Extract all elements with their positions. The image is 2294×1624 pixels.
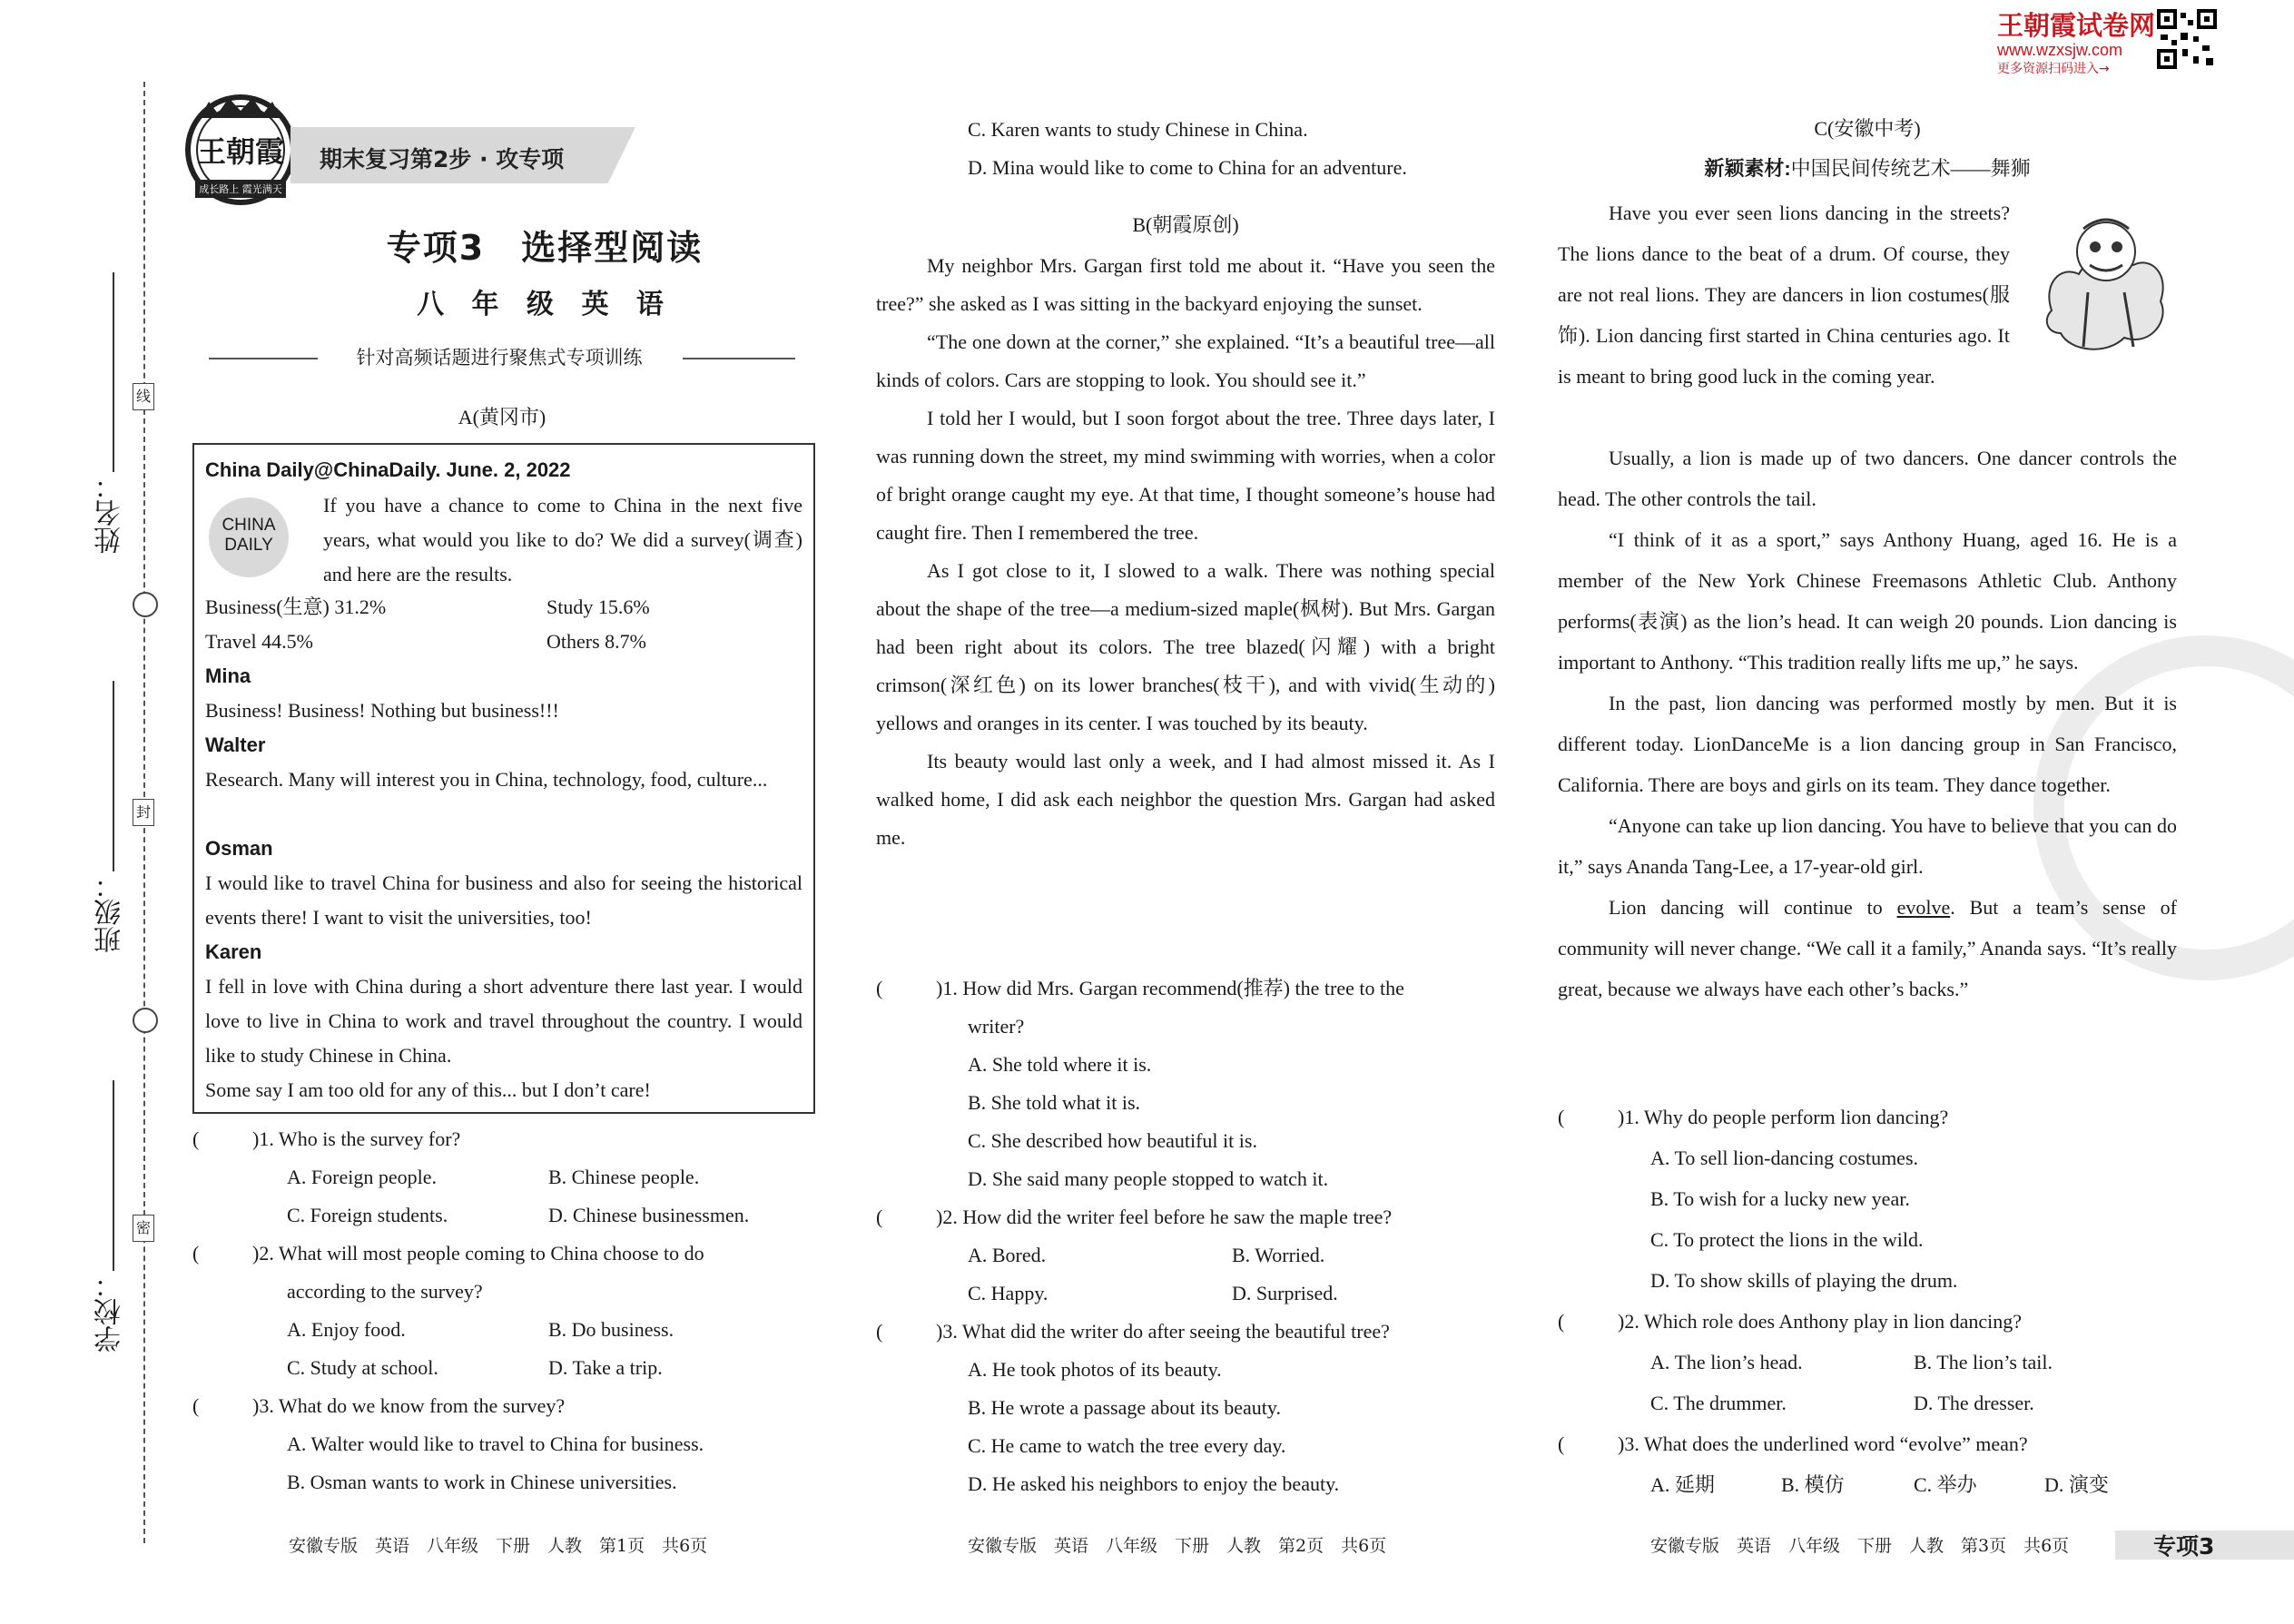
- option[interactable]: B. The lion’s tail.: [1914, 1351, 2053, 1373]
- option[interactable]: A. 延期: [1650, 1473, 1715, 1496]
- option[interactable]: C. Foreign students.: [287, 1204, 448, 1226]
- option[interactable]: D. Mina would like to come to China for an adventure.: [968, 156, 1407, 179]
- question-text: )3. What does the underlined word “evolve” mean?: [1618, 1432, 2028, 1455]
- question-text: )1. Who is the survey for?: [252, 1127, 461, 1150]
- paragraph: I told her I would, but I soon forgot about the tree. Three days later, I was running down the street, my mind swimming with worries, when a color of bright orange caught my eye. At that time, I thought someone’s house had caught fire. Then I remembered the tree.: [876, 407, 1495, 544]
- option[interactable]: C. She described how beautiful it is.: [968, 1129, 1257, 1152]
- paragraph: Its beauty would last only a week, and I had almost missed it. As I walked home, I did ask each neighbor the question Mrs. Gargan had asked me.: [876, 750, 1495, 849]
- logo-text: 王朝霞: [196, 134, 284, 169]
- option[interactable]: D. Take a trip.: [548, 1356, 663, 1379]
- question-2: [1558, 1301, 2022, 1342]
- result-study: Study 15.6%: [546, 595, 650, 618]
- section-b-passage: [876, 247, 1495, 857]
- answer-blank[interactable]: (: [192, 1394, 200, 1417]
- comment-name: Mina: [205, 664, 251, 687]
- answer-blank[interactable]: (: [192, 1127, 200, 1150]
- text-run: . But a team’s sense of community will never change. “We call it a family,” Ananda says. “It’s really great, because we always have each other’s backs.”: [1558, 896, 2177, 1000]
- page-footer: 安徽专版 英语 八年级 下册 人教 第1页 共6页: [289, 1536, 708, 1556]
- result-others: Others 8.7%: [546, 630, 646, 653]
- brand-logo: [182, 91, 300, 209]
- paragraph: “The one down at the corner,” she explained. “It’s a beautiful tree—all kinds of colors. Cars are stopping to look. You should see it.”: [876, 330, 1495, 391]
- name-label: 姓名：: [94, 472, 126, 554]
- paragraph: [1558, 887, 2177, 1009]
- tagline-rule-right: [683, 358, 795, 359]
- option[interactable]: A. Enjoy food.: [287, 1318, 406, 1341]
- option[interactable]: A. Bored.: [968, 1244, 1047, 1266]
- secret-mark: 密: [133, 1215, 154, 1242]
- tagline: 针对高频话题进行聚焦式专项训练: [356, 347, 643, 369]
- page-title: 专项3 选择型阅读: [386, 228, 704, 268]
- option[interactable]: A. She told where it is.: [968, 1053, 1152, 1076]
- text-run: Lion dancing will continue to: [1609, 896, 1897, 919]
- option[interactable]: A. The lion’s head.: [1650, 1351, 1803, 1373]
- question-text-cont: according to the survey?: [287, 1280, 483, 1303]
- binding-hole-icon: [133, 592, 158, 617]
- question-2: [876, 1198, 1392, 1236]
- section-c-topic: [1558, 151, 2177, 187]
- seal-mark: 封: [133, 799, 154, 826]
- section-b-heading: B(朝霞原创): [1132, 213, 1239, 236]
- paragraph: “Anyone can take up lion dancing. You have to believe that you can do it,” says Ananda Tang-Lee, a 17-year-old girl.: [1558, 814, 2177, 878]
- section-c-heading: C(安徽中考): [1814, 117, 1921, 140]
- question-3: [876, 1313, 1390, 1351]
- question-text-cont: writer?: [968, 1015, 1025, 1038]
- survey-box: [192, 443, 815, 1114]
- class-field[interactable]: [113, 681, 114, 871]
- comment-text: Business! Business! Nothing but business!!!: [205, 699, 559, 722]
- answer-blank[interactable]: (: [876, 1206, 883, 1228]
- section-c-passage: [1558, 438, 2177, 1009]
- school-field[interactable]: [113, 1080, 114, 1271]
- comment-text: I would like to travel China for business and also for seeing the historical events there! I want to visit the universities, too!: [205, 871, 802, 929]
- paragraph: Have you ever seen lions dancing in the streets? The lions dance to the beat of a drum. Of course, they are not real lions. They are dancers in lion costumes(服饰). Lion dancing first started in China centuries ago. It is meant to bring good luck in the coming year.: [1558, 202, 2010, 388]
- name-field[interactable]: [113, 272, 114, 472]
- class-label: 班级：: [94, 871, 126, 953]
- option[interactable]: A. He took photos of its beauty.: [968, 1358, 1222, 1381]
- china-daily-logo-line2: DAILY: [224, 536, 273, 555]
- brand-name: 王朝霞试卷网: [1997, 10, 2156, 41]
- option[interactable]: D. Chinese businessmen.: [548, 1204, 750, 1226]
- china-daily-logo: [209, 497, 289, 577]
- option[interactable]: C. The drummer.: [1650, 1392, 1787, 1414]
- option[interactable]: B. He wrote a passage about its beauty.: [968, 1396, 1281, 1419]
- option[interactable]: C. He came to watch the tree every day.: [968, 1434, 1286, 1457]
- question-3: [192, 1387, 565, 1425]
- question-text: )2. What will most people coming to China choose to do: [252, 1242, 704, 1265]
- underlined-word: evolve: [1896, 896, 1951, 919]
- option[interactable]: B. Osman wants to work in Chinese universities.: [287, 1471, 677, 1493]
- option[interactable]: B. To wish for a lucky new year.: [1650, 1187, 1910, 1210]
- lion-dance-illustration: [2033, 202, 2179, 365]
- answer-blank[interactable]: (: [1558, 1432, 1565, 1455]
- option[interactable]: D. To show skills of playing the drum.: [1650, 1269, 1958, 1292]
- comment-name: Karen: [205, 940, 262, 963]
- answer-blank[interactable]: (: [1558, 1310, 1565, 1333]
- answer-blank[interactable]: (: [192, 1242, 200, 1265]
- question-text: )2. Which role does Anthony play in lion dancing?: [1618, 1310, 2023, 1333]
- option[interactable]: B. She told what it is.: [968, 1091, 1141, 1114]
- option[interactable]: D. The dresser.: [1914, 1392, 2034, 1414]
- logo-ribbon: 成长路上 霞光满天: [199, 183, 282, 195]
- binding-hole-icon: [133, 1008, 158, 1033]
- page-footer: 安徽专版 英语 八年级 下册 人教 第2页 共6页: [968, 1536, 1387, 1556]
- question-text: )1. How did Mrs. Gargan recommend(推荐) the tree to the: [936, 977, 1404, 999]
- paragraph: Usually, a lion is made up of two dancers. One dancer controls the head. The other controls the tail.: [1558, 447, 2177, 510]
- school-label: 学校：: [94, 1271, 126, 1353]
- tagline-rule-left: [209, 358, 318, 359]
- question-1: [876, 969, 1404, 1008]
- option[interactable]: B. Do business.: [548, 1318, 674, 1341]
- paragraph: As I got close to it, I slowed to a walk. There was nothing special about the shape of the tree—a medium-sized maple(枫树). But Mrs. Gargan had been right about its colors. The tree blazed(闪耀) with a bright crimson(深红色) on its lower branches(枝干), and with vivid(生动的) yellows and oranges in its center. I was touched by its beauty.: [876, 559, 1495, 734]
- paragraph: My neighbor Mrs. Gargan first told me about it. “Have you seen the tree?” she asked as I was sitting in the backyard enjoying the sunset.: [876, 254, 1495, 315]
- qr-code-icon[interactable]: [2157, 9, 2217, 69]
- option[interactable]: A. Foreign people.: [287, 1166, 437, 1188]
- page-footer: 安徽专版 英语 八年级 下册 人教 第3页 共6页: [1650, 1536, 2070, 1556]
- option[interactable]: C. To protect the lions in the wild.: [1650, 1228, 1924, 1251]
- option[interactable]: D. Surprised.: [1232, 1282, 1338, 1304]
- option[interactable]: B. Worried.: [1232, 1244, 1325, 1266]
- step-banner: 期末复习第2步 · 攻专项: [320, 146, 565, 172]
- option[interactable]: B. Chinese people.: [548, 1166, 700, 1188]
- option[interactable]: A. Walter would like to travel to China for business.: [287, 1432, 704, 1455]
- topic-label: 新颖素材:: [1704, 157, 1791, 180]
- comment-name: Osman: [205, 837, 273, 860]
- answer-blank[interactable]: (: [876, 1320, 883, 1343]
- brand-scan-text: 更多资源扫码进入→: [1997, 62, 2110, 76]
- paragraph: “I think of it as a sport,” says Anthony Huang, aged 16. He is a member of the New York Chinese Freemasons Athletic Club. Anthony performs(表演) as the lion’s head. It can weigh 20 pounds. Lion dancing is important to Anthony. “This tradition really lifts me up,” he says.: [1558, 528, 2177, 674]
- page-subtitle: 八 年 级 英 语: [417, 289, 673, 320]
- comment-extra: Some say I am too old for any of this... but I don’t care!: [205, 1078, 651, 1101]
- option[interactable]: C. Karen wants to study Chinese in China.: [968, 118, 1308, 141]
- option[interactable]: D. 演变: [2044, 1473, 2109, 1496]
- question-text: )1. Why do people perform lion dancing?: [1618, 1106, 1949, 1128]
- survey-intro: If you have a chance to come to China in the next five years, what would you like to do? We did a survey(调查) and here are the results.: [323, 494, 802, 586]
- comment-text: Research. Many will interest you in China, technology, food, culture...: [205, 768, 768, 791]
- brand-url[interactable]: www.wzxsjw.com: [1997, 41, 2123, 59]
- paragraph: In the past, lion dancing was performed mostly by men. But it is different today. LionDanceMe is a lion dancing group in San Francisco, California. There are boys and girls on its team. They dance together.: [1558, 692, 2177, 796]
- option[interactable]: D. He asked his neighbors to enjoy the beauty.: [968, 1472, 1340, 1495]
- question-1: [192, 1120, 460, 1158]
- topic-text: 中国民间传统艺术——舞狮: [1790, 157, 2031, 180]
- comment-text: I fell in love with China during a short adventure there last year. I would love to live in China to work and travel throughout the country. I would like to study Chinese in China.: [205, 975, 802, 1067]
- option[interactable]: C. Happy.: [968, 1282, 1049, 1304]
- option[interactable]: B. 模仿: [1781, 1473, 1845, 1496]
- section-a-heading: A(黄冈市): [458, 406, 546, 428]
- option[interactable]: C. 举办: [1914, 1473, 1977, 1496]
- survey-box-title: China Daily@ChinaDaily. June. 2, 2022: [205, 458, 571, 481]
- line-mark: 线: [133, 383, 154, 410]
- question-3: [1558, 1423, 2028, 1464]
- question-text: )3. What did the writer do after seeing the beautiful tree?: [936, 1320, 1390, 1343]
- china-daily-logo-line1: CHINA: [222, 516, 276, 535]
- answer-blank[interactable]: (: [1558, 1106, 1565, 1128]
- comment-name: Walter: [205, 733, 266, 756]
- result-business: Business(生意) 31.2%: [205, 595, 387, 618]
- question-text: )3. What do we know from the survey?: [252, 1394, 566, 1417]
- question-1: [1558, 1097, 1948, 1137]
- answer-blank[interactable]: (: [876, 977, 883, 999]
- result-travel: Travel 44.5%: [205, 630, 313, 653]
- question-text: )2. How did the writer feel before he saw the maple tree?: [936, 1206, 1393, 1228]
- lion-dance-icon: [2033, 202, 2179, 365]
- option[interactable]: D. She said many people stopped to watch it.: [968, 1167, 1329, 1190]
- option[interactable]: A. To sell lion-dancing costumes.: [1650, 1147, 1919, 1169]
- corner-tag: 专项3: [2153, 1533, 2215, 1560]
- option[interactable]: C. Study at school.: [287, 1356, 438, 1379]
- question-2: [192, 1235, 704, 1273]
